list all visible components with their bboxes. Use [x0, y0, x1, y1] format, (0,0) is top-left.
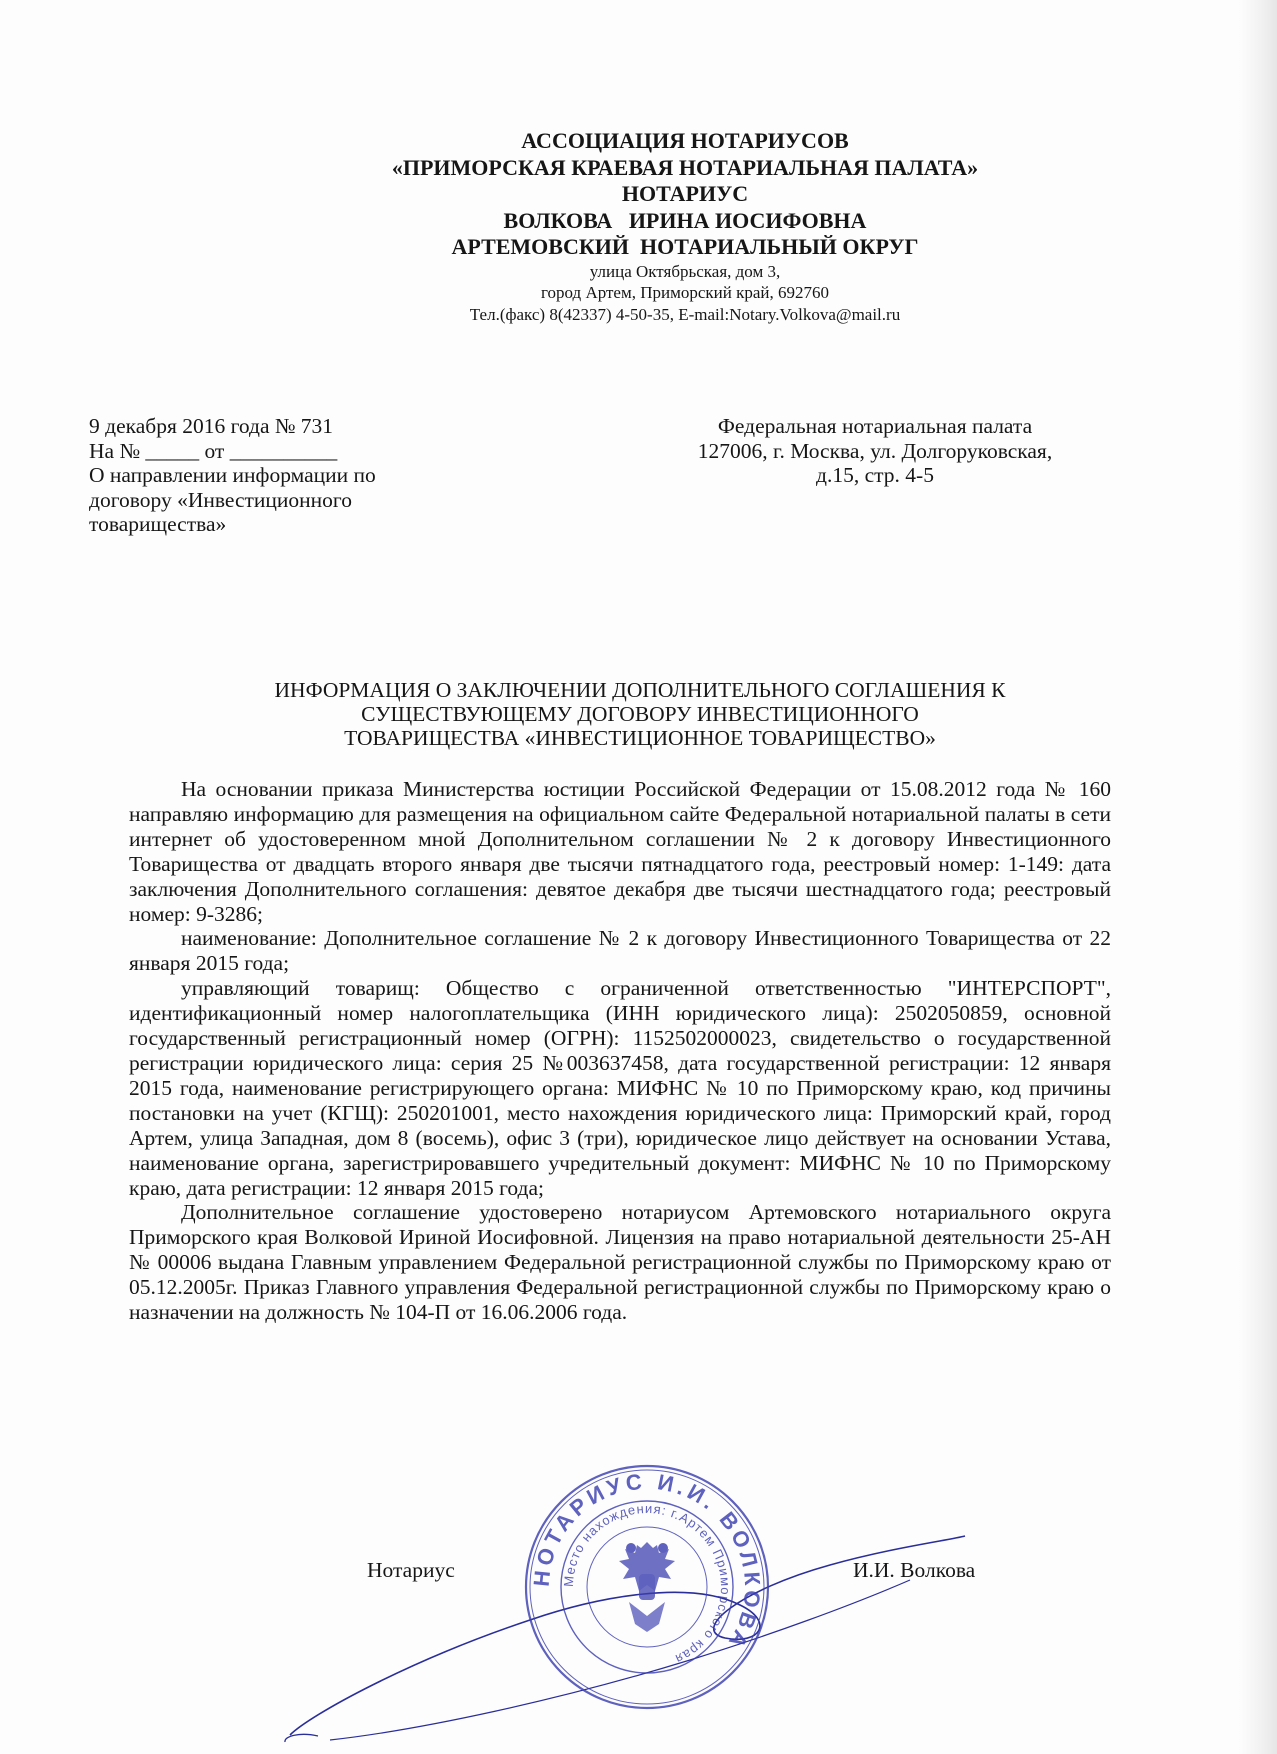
- title-line: ИНФОРМАЦИЯ О ЗАКЛЮЧЕНИИ ДОПОЛНИТЕЛЬНОГО СОГЛАШЕНИЯ К: [274, 678, 1006, 702]
- seal-outer-text: НОТАРИУС И.И. ВОЛКОВА: [528, 1468, 766, 1656]
- body-paragraph-certification: Дополнительное соглашение удостоверено нотариусом Артемовского нотариального округа Приморского края Волковой Ириной Иосифовной. Лицензия на право нотариальной деятельности 25-АН № 00006 выдана Главным управлением Федеральной регистрационной службы по Приморскому краю от 05.12.2005г. Приказ Главного управления Федеральной регистрационной службы по Приморскому краю о назначении на должность № 104-П от 16.06.2006 года.: [129, 1200, 1111, 1325]
- address-city: город Артем, Приморский край, 692760: [540, 283, 830, 302]
- title-line: СУЩЕСТВУЮЩЕМУ ДОГОВОРУ ИНВЕСТИЦИОННОГО: [361, 702, 919, 726]
- letterhead-line-district: АРТЕМОВСКИЙ НОТАРИАЛЬНЫЙ ОКРУГ: [451, 234, 919, 259]
- signature-name: И.И. Волкова: [853, 1558, 976, 1582]
- double-headed-eagle-icon: [619, 1542, 675, 1632]
- letterhead-line-notary: НОТАРИУС: [621, 181, 749, 206]
- outgoing-date-number: 9 декабря 2016 года № 731: [89, 414, 334, 438]
- address-contacts: Тел.(факс) 8(42337) 4-50-35, E-mail:Notary.Volkova@mail.ru: [469, 304, 901, 324]
- document-body: [129, 777, 1111, 1325]
- recipient-name: Федеральная нотариальная палата: [717, 414, 1033, 438]
- subject-line: товарищества»: [89, 512, 227, 536]
- subject-line: О направлении информации по: [89, 463, 376, 487]
- notary-seal: [522, 1462, 772, 1712]
- body-paragraph-managing-partner: управляющий товарищ: Общество с ограниченной ответственностью "ИНТЕРСПОРТ", идентификационный номер налогоплательщика (ИНН юридического лица): 2502050859, основной государственный регистрационный номер (ОГРН): 1152502000023, свидетельство о государственной регистрации юридического лица: серия 25 №003637458, дата государственной регистрации: 12 января 2015 года, наименование регистрирующего органа: МИФНС № 10 по Приморскому краю, код причины постановки на учет (КГЩ): 250201001, место нахождения юридического лица: Приморский край, город Артем, улица Западная, дом 8 (восемь), офис 3 (три), юридическое лицо действует на основании Устава, наименование органа, зарегистрировавшего учредительный документ: МИФНС № 10 по Приморскому краю, дата регистрации: 12 января 2015 года;: [129, 976, 1111, 1200]
- letterhead-line-association: АССОЦИАЦИЯ НОТАРИУСОВ: [521, 128, 849, 153]
- signature-role: Нотариус: [367, 1558, 455, 1582]
- letterhead-line-name: ВОЛКОВА ИРИНА ИОСИФОВНА: [503, 207, 867, 233]
- letterhead: [160, 128, 1210, 325]
- outgoing-reference: На № _____ от __________: [89, 438, 338, 463]
- address-street: улица Октябрьская, дом 3,: [589, 261, 781, 281]
- subject-line: договору «Инвестиционного: [89, 487, 352, 512]
- body-paragraph-basis: На основании приказа Министерства юстиции Российской Федерации от 15.08.2012 года № 160 направляю информацию для размещения на официальном сайте Федеральной нотариальной палаты в сети интернет об удостоверенном мной Дополнительном соглашении № 2 к договору Инвестиционного Товарищества от двадцать второго января две тысячи пятнадцатого года, реестровый номер: 1-149: дата заключения Дополнительного соглашения: девятое декабря две тысячи шестнадцатого года; реестровый номер: 9-3286;: [129, 777, 1111, 926]
- outgoing-details: [89, 414, 376, 537]
- recipient-block: [640, 414, 1110, 488]
- letterhead-line-chamber: «ПРИМОРСКАЯ КРАЕВАЯ НОТАРИАЛЬНАЯ ПАЛАТА»: [391, 154, 979, 180]
- recipient-address: 127006, г. Москва, ул. Долгоруковская,: [697, 438, 1053, 463]
- seal-inner-text: Место нахождения: г.Артем Приморского края: [560, 1500, 734, 1668]
- body-paragraph-name: наименование: Дополнительное соглашение № 2 к договору Инвестиционного Товарищества от 22 января 2015 года;: [129, 926, 1111, 976]
- title-line: ТОВАРИЩЕСТВА «ИНВЕСТИЦИОННОЕ ТОВАРИЩЕСТВО»: [344, 726, 936, 750]
- scan-edge-shadow: [1239, 0, 1277, 1754]
- document-title: [140, 678, 1140, 750]
- recipient-building: д.15, стр. 4-5: [816, 463, 934, 487]
